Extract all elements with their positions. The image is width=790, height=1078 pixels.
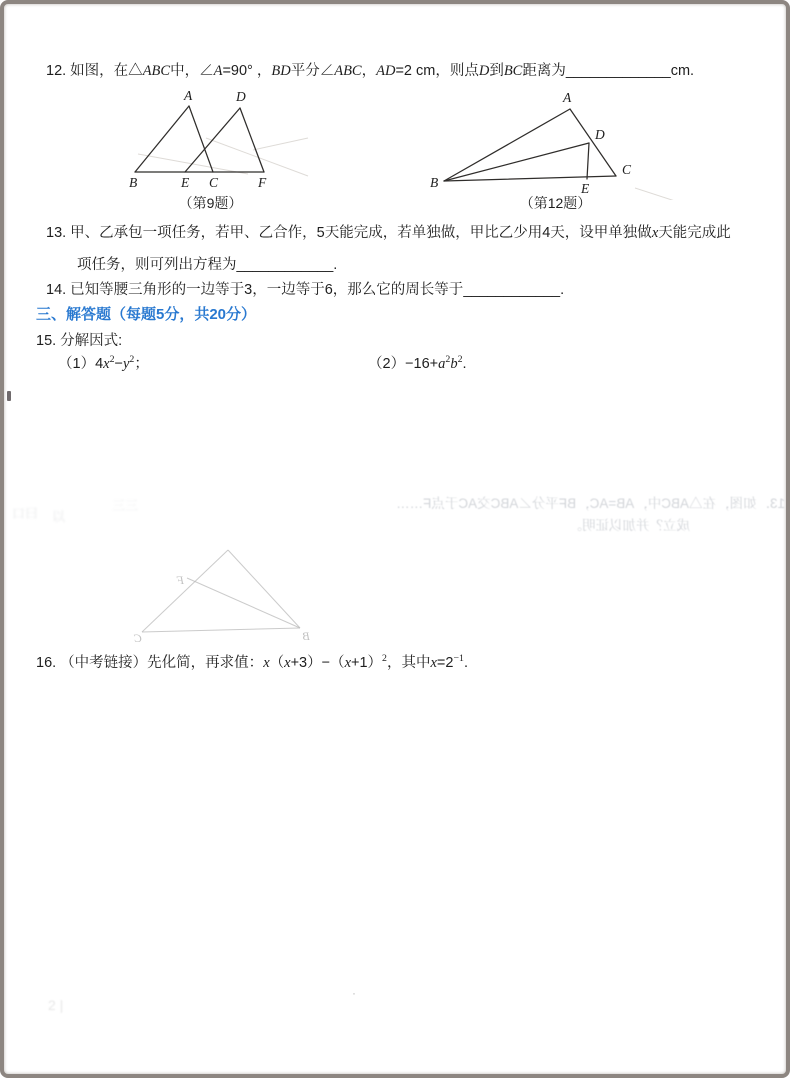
figure-q9-triangles: [108, 86, 313, 196]
scan-artifact-dash: [7, 391, 11, 401]
vertex-label-B: B: [430, 175, 439, 190]
edge-BD: [444, 143, 589, 181]
vertex-label-C: C: [622, 162, 632, 177]
figure-q12-triangle: [428, 92, 683, 200]
question-14-text: 14. 已知等腰三角形的一边等于3，一边等于6，那么它的周长等于____________.: [46, 282, 565, 298]
question-15-item2: $(2)-16+a^2b^2$.: [368, 354, 467, 372]
edge-DF: [240, 108, 264, 172]
scan-artifact-bottom-left: 2 |: [48, 997, 64, 1013]
figure-q12-caption: （第12题）: [519, 195, 592, 211]
scan-artifact-dot: ·: [352, 986, 356, 1000]
figure-q9-caption: （第9题）: [178, 195, 243, 211]
question-12-text: 12. 如图，在△ABC中，∠A=90° ，BD平分∠ABC，AD=2 cm，则点D到BC距离为_____________cm.: [46, 63, 695, 79]
edge-AC: [570, 109, 616, 176]
edge-DE: [587, 143, 589, 179]
vertex-label-B: B: [129, 175, 138, 190]
bleedthrough-line: [138, 154, 248, 174]
vertex-label-D: D: [595, 127, 605, 142]
ghost-edge: [142, 628, 300, 632]
question-16-text: 16. （中考链接）先化简，再求值：$x(x+3)-(x+1)^2$，其中$x=2^{-1}$.: [36, 653, 468, 671]
vertex-label-E: E: [181, 175, 190, 190]
vertex-label-F: F: [258, 175, 267, 190]
ghost-edge: [142, 550, 228, 632]
ghost-edge: [228, 550, 300, 628]
section-3-header: 三、解答题（每题5分，共20分）: [36, 306, 257, 323]
question-15-label: 15. 分解因式:: [36, 333, 123, 349]
question-15-item1: $(1)4x^2-y^2$；: [58, 354, 149, 372]
bleedthrough-smudge: 三三: [112, 498, 139, 513]
edge-BA: [444, 109, 570, 181]
bleedthrough-smudge: 口曰: [12, 506, 39, 521]
question-13-line2: 项任务，则可列出方程为____________.: [77, 257, 338, 273]
bleedthrough-smudge: 以: [52, 509, 66, 524]
ghost-vertex-label-C: C: [133, 631, 142, 643]
vertex-label-D: D: [236, 89, 246, 104]
ghost-vertex-label-B: B: [302, 629, 310, 643]
bleedthrough-text-line1: 13．如图，在△ABC中，AB=AC，BF平分∠ABC交AC于点F……: [396, 496, 785, 511]
bleedthrough-line: [206, 138, 308, 176]
vertex-label-A: A: [563, 92, 572, 105]
vertex-label-E: E: [581, 181, 590, 196]
edge-BC: [444, 176, 616, 181]
vertex-label-A: A: [184, 88, 193, 103]
bleedthrough-figure-triangle: [126, 541, 321, 643]
question-13-line1: 13. 甲、乙承包一项任务，若甲、乙合作，5天能完成，若单独做，甲比乙少用4天，设甲单独做x天能完成此: [46, 225, 731, 241]
vertex-label-C: C: [209, 175, 219, 190]
bleedthrough-text-line2: 成立？并加以证明。: [568, 518, 690, 533]
bleedthrough-line: [253, 138, 308, 150]
ghost-vertex-label-F: F: [176, 573, 184, 587]
ghost-edge: [187, 578, 300, 628]
